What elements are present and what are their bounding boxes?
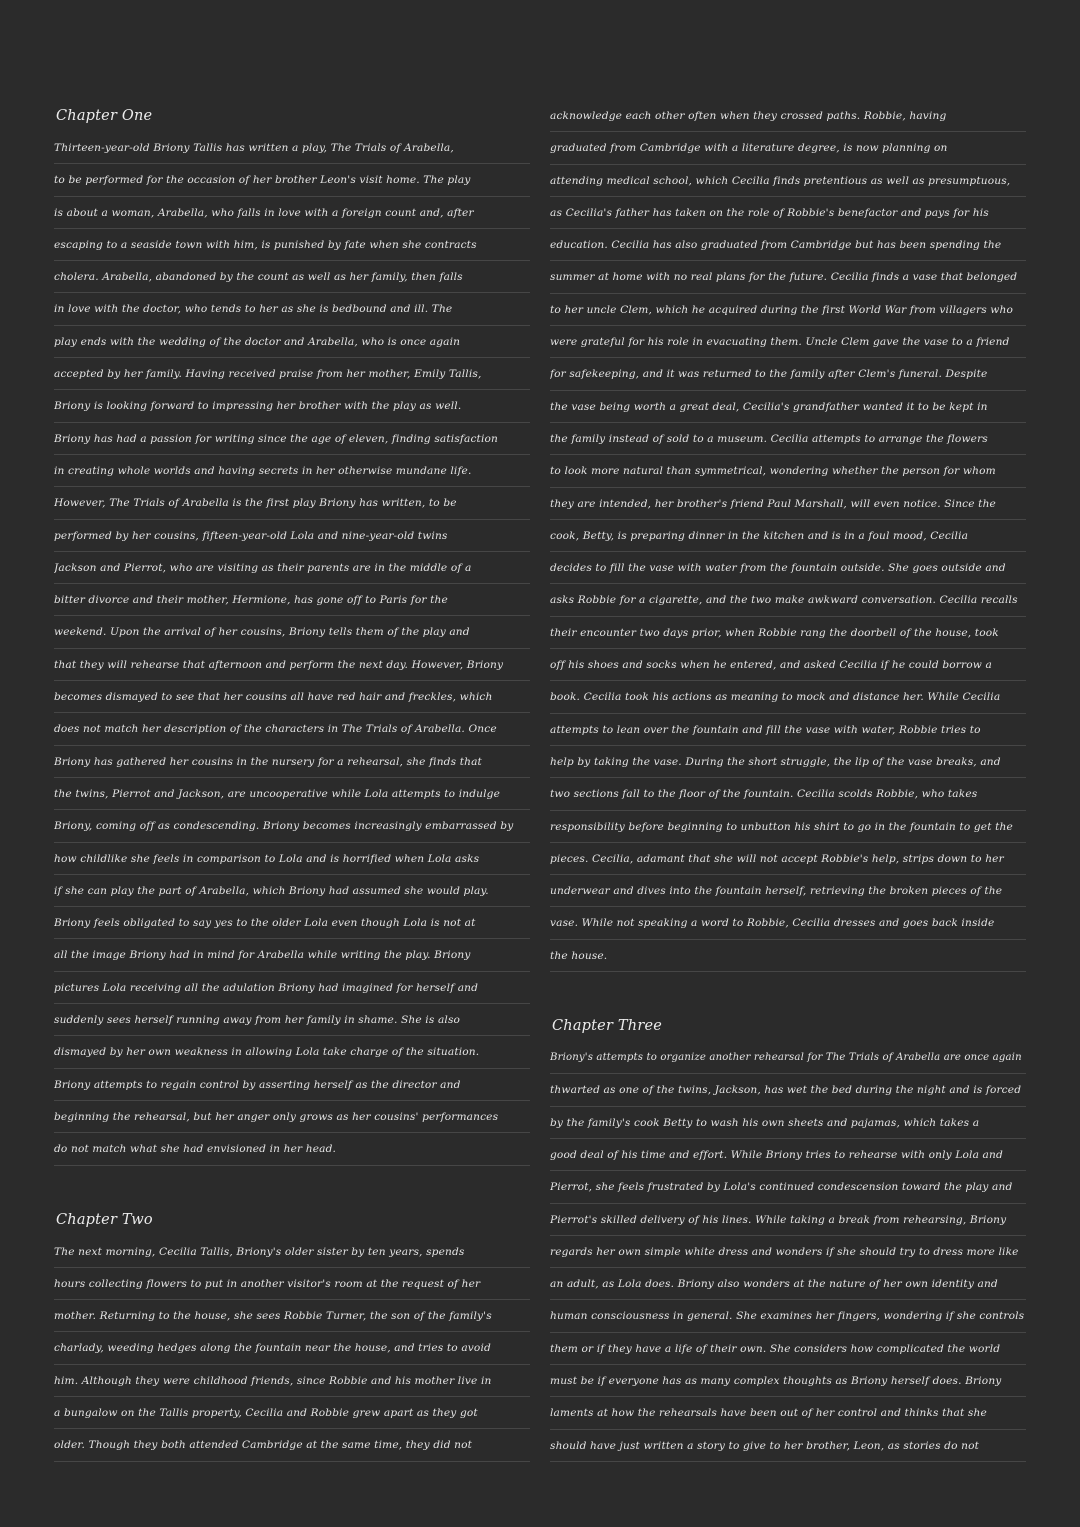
text-line: Jackson and Pierrot, who are visiting as their parents are in the middle of a — [54, 552, 530, 584]
text-line: Pierrot, she feels frustrated by Lola's continued condescension toward the play and — [550, 1171, 1026, 1203]
text-line: Briony has gathered her cousins in the nursery for a rehearsal, she finds that — [54, 746, 530, 778]
left-column — [54, 100, 530, 1500]
text-line: cook, Betty, is preparing dinner in the kitchen and is in a foul mood, Cecilia — [550, 520, 1026, 552]
text-line: suddenly sees herself running away from her family in shame. She is also — [54, 1004, 530, 1036]
text-line: Thirteen-year-old Briony Tallis has written a play, The Trials of Arabella, — [54, 132, 530, 164]
text-line: the twins, Pierrot and Jackson, are uncooperative while Lola attempts to indulge — [54, 778, 530, 810]
chapter-title: Chapter Two — [56, 1211, 153, 1228]
text-line: older. Though they both attended Cambridge at the same time, they did not — [54, 1429, 530, 1461]
text-line: him. Although they were childhood friends, since Robbie and his mother live in — [54, 1365, 530, 1397]
text-line: attending medical school, which Cecilia finds pretentious as well as presumptuous, — [550, 165, 1026, 197]
text-line: a bungalow on the Tallis property, Cecilia and Robbie grew apart as they got — [54, 1397, 530, 1429]
text-line: charlady, weeding hedges along the fountain near the house, and tries to avoid — [54, 1332, 530, 1364]
text-line: an adult, as Lola does. Briony also wonders at the nature of her own identity and — [550, 1268, 1026, 1300]
chapter-section — [54, 100, 530, 1166]
text-line: Briony is looking forward to impressing her brother with the play as well. — [54, 390, 530, 422]
text-line: laments at how the rehearsals have been out of her control and thinks that she — [550, 1397, 1026, 1429]
text-line: performed by her cousins, fifteen-year-old Lola and nine-year-old twins — [54, 520, 530, 552]
text-line: the family instead of sold to a museum. Cecilia attempts to arrange the flowers — [550, 423, 1026, 455]
text-line: if she can play the part of Arabella, which Briony had assumed she would play. — [54, 875, 530, 907]
text-line: summer at home with no real plans for the future. Cecilia finds a vase that belonged — [550, 261, 1026, 293]
text-line: Briony, coming off as condescending. Briony becomes increasingly embarrassed by — [54, 810, 530, 842]
text-line: asks Robbie for a cigarette, and the two make awkward conversation. Cecilia recalls — [550, 584, 1026, 616]
text-line: dismayed by her own weakness in allowing Lola take charge of the situation. — [54, 1036, 530, 1068]
text-line: regards her own simple white dress and wonders if she should try to dress more like — [550, 1236, 1026, 1268]
text-line: help by taking the vase. During the short struggle, the lip of the vase breaks, and — [550, 746, 1026, 778]
text-line: to look more natural than symmetrical, wondering whether the person for whom — [550, 455, 1026, 487]
text-line: graduated from Cambridge with a literature degree, is now planning on — [550, 132, 1026, 164]
text-line: for safekeeping, and it was returned to the family after Clem's funeral. Despite — [550, 358, 1026, 390]
text-line: play ends with the wedding of the doctor and Arabella, who is once again — [54, 326, 530, 358]
text-line: by the family's cook Betty to wash his own sheets and pajamas, which takes a — [550, 1107, 1026, 1139]
text-line: mother. Returning to the house, she sees Robbie Turner, the son of the family's — [54, 1300, 530, 1332]
right-column — [550, 100, 1026, 1500]
text-line: responsibility before beginning to unbutton his shirt to go in the fountain to get the — [550, 811, 1026, 843]
text-line: that they will rehearse that afternoon and perform the next day. However, Briony — [54, 649, 530, 681]
text-line: is about a woman, Arabella, who falls in love with a foreign count and, after — [54, 197, 530, 229]
text-line: in creating whole worlds and having secrets in her otherwise mundane life. — [54, 455, 530, 487]
text-line: Briony has had a passion for writing since the age of eleven, finding satisfaction — [54, 423, 530, 455]
text-line: hours collecting flowers to put in another visitor's room at the request of her — [54, 1268, 530, 1300]
text-line: Briony's attempts to organize another rehearsal for The Trials of Arabella are once again — [550, 1042, 1026, 1074]
text-line: does not match her description of the characters in The Trials of Arabella. Once — [54, 713, 530, 745]
chapter-section — [54, 1204, 530, 1462]
text-line: human consciousness in general. She examines her fingers, wondering if she controls — [550, 1300, 1026, 1332]
text-line: them or if they have a life of their own. She considers how complicated the world — [550, 1333, 1026, 1365]
text-line: cholera. Arabella, abandoned by the count as well as her family, then falls — [54, 261, 530, 293]
text-line: to be performed for the occasion of her brother Leon's visit home. The play — [54, 164, 530, 196]
text-line: becomes dismayed to see that her cousins all have red hair and freckles, which — [54, 681, 530, 713]
text-line: pictures Lola receiving all the adulation Briony had imagined for herself and — [54, 972, 530, 1004]
text-line: how childlike she feels in comparison to Lola and is horrified when Lola asks — [54, 843, 530, 875]
text-line: thwarted as one of the twins, Jackson, has wet the bed during the night and is forced — [550, 1074, 1026, 1106]
text-line: pieces. Cecilia, adamant that she will not accept Robbie's help, strips down to her — [550, 843, 1026, 875]
text-line: The next morning, Cecilia Tallis, Briony's older sister by ten years, spends — [54, 1236, 530, 1268]
text-line: escaping to a seaside town with him, is punished by fate when she contracts — [54, 229, 530, 261]
text-line: do not match what she had envisioned in her head. — [54, 1133, 530, 1165]
chapter-section — [550, 1010, 1026, 1462]
text-line: the house. — [550, 940, 1026, 972]
text-line: their encounter two days prior, when Robbie rang the doorbell of the house, took — [550, 617, 1026, 649]
chapter-section — [550, 100, 1026, 972]
text-line: should have just written a story to give to her brother, Leon, as stories do not — [550, 1430, 1026, 1462]
text-line: off his shoes and socks when he entered, and asked Cecilia if he could borrow a — [550, 649, 1026, 681]
text-line: to her uncle Clem, which he acquired during the first World War from villagers who — [550, 294, 1026, 326]
text-line: beginning the rehearsal, but her anger only grows as her cousins' performances — [54, 1101, 530, 1133]
text-line: education. Cecilia has also graduated from Cambridge but has been spending the — [550, 229, 1026, 261]
text-line: Briony feels obligated to say yes to the older Lola even though Lola is not at — [54, 907, 530, 939]
text-line: However, The Trials of Arabella is the first play Briony has written, to be — [54, 487, 530, 519]
text-line: underwear and dives into the fountain herself, retrieving the broken pieces of the — [550, 875, 1026, 907]
text-line: weekend. Upon the arrival of her cousins, Briony tells them of the play and — [54, 616, 530, 648]
text-line: in love with the doctor, who tends to her as she is bedbound and ill. The — [54, 293, 530, 325]
text-line: vase. While not speaking a word to Robbie, Cecilia dresses and goes back inside — [550, 907, 1026, 939]
text-line: acknowledge each other often when they crossed paths. Robbie, having — [550, 100, 1026, 132]
text-line: good deal of his time and effort. While Briony tries to rehearse with only Lola and — [550, 1139, 1026, 1171]
text-line: all the image Briony had in mind for Arabella while writing the play. Briony — [54, 939, 530, 971]
chapter-title: Chapter Three — [552, 1018, 663, 1035]
text-line: were grateful for his role in evacuating them. Uncle Clem gave the vase to a friend — [550, 326, 1026, 358]
text-line: must be if everyone has as many complex thoughts as Briony herself does. Briony — [550, 1365, 1026, 1397]
text-line: decides to fill the vase with water from the fountain outside. She goes outside and — [550, 552, 1026, 584]
text-line: the vase being worth a great deal, Cecilia's grandfather wanted it to be kept in — [550, 391, 1026, 423]
text-line: two sections fall to the floor of the fountain. Cecilia scolds Robbie, who takes — [550, 778, 1026, 810]
text-line: book. Cecilia took his actions as meaning to mock and distance her. While Cecilia — [550, 681, 1026, 713]
text-line: bitter divorce and their mother, Hermione, has gone off to Paris for the — [54, 584, 530, 616]
text-line: accepted by her family. Having received praise from her mother, Emily Tallis, — [54, 358, 530, 390]
text-line: attempts to lean over the fountain and fill the vase with water, Robbie tries to — [550, 714, 1026, 746]
chapter-title: Chapter One — [56, 108, 153, 124]
text-line: as Cecilia's father has taken on the role of Robbie's benefactor and pays for his — [550, 197, 1026, 229]
text-line: they are intended, her brother's friend Paul Marshall, will even notice. Since the — [550, 488, 1026, 520]
text-line: Briony attempts to regain control by asserting herself as the director and — [54, 1069, 530, 1101]
text-line: Pierrot's skilled delivery of his lines. While taking a break from rehearsing, Briony — [550, 1204, 1026, 1236]
